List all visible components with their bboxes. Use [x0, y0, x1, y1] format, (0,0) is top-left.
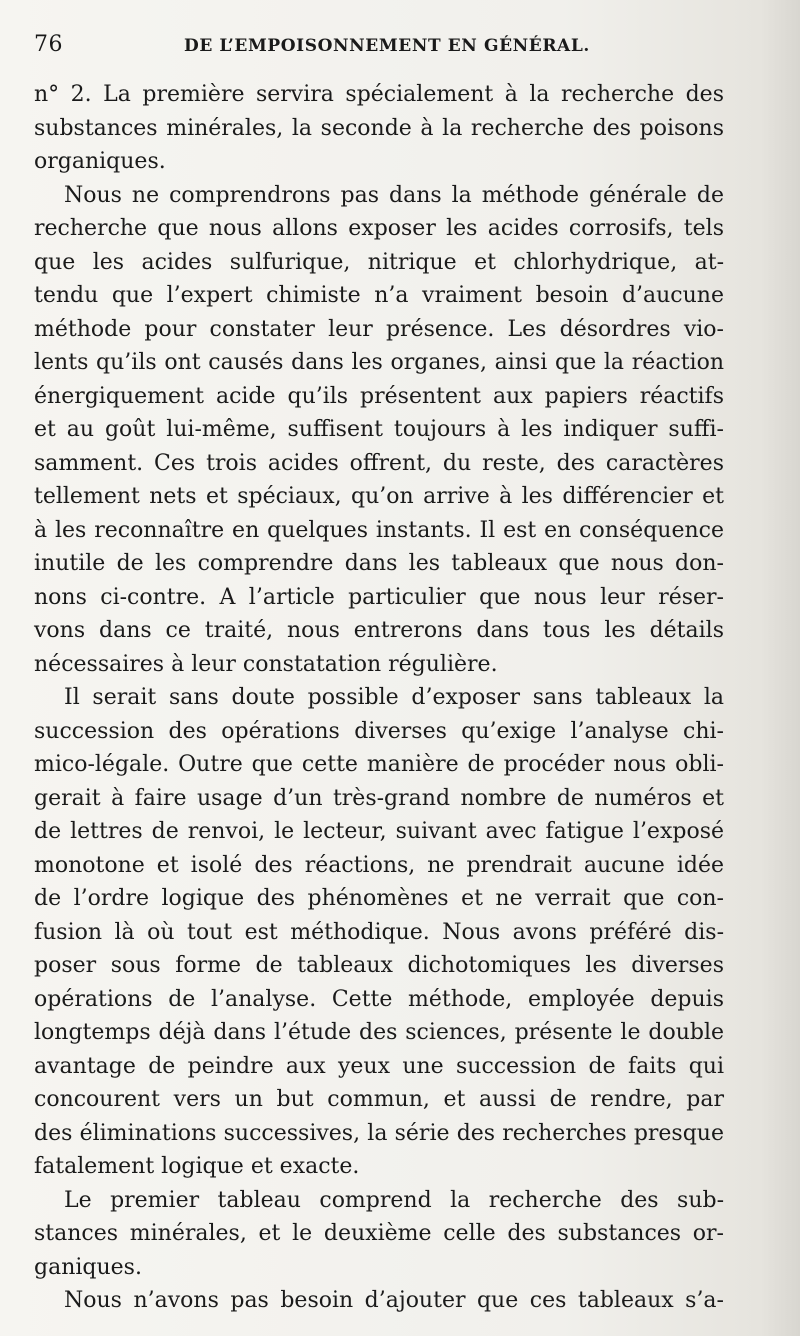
text-line: poser sous forme de tableaux dichotomiques les diverses: [34, 953, 724, 978]
text-line: énergiquement acide qu’ils présentent aux papiers réactifs: [34, 383, 724, 409]
text-line: fatalement logique et exacte.: [34, 1154, 360, 1179]
text-line: substances minérales, la seconde à la recherche des poisons: [34, 115, 724, 141]
page-number: 76: [34, 32, 63, 57]
text-line: opérations de l’analyse. Cette méthode, employée depuis: [34, 986, 724, 1012]
text-line: et au goût lui-même, suffisent toujours à les indiquer suffi-: [34, 417, 724, 442]
text-line: nons ci-contre. A l’article particulier que nous leur réser-: [34, 584, 724, 610]
text-line: monotone et isolé des réactions, ne prendrait aucune idée: [34, 852, 724, 878]
text-line: de l’ordre logique des phénomènes et ne verrait que con-: [34, 886, 724, 911]
text-line: n° 2. La première servira spécialement à la recherche des: [34, 82, 724, 107]
text-line: lents qu’ils ont causés dans les organes, ainsi que la réaction: [34, 350, 724, 375]
running-head: DE L’EMPOISONNEMENT EN GÉNÉRAL.: [184, 36, 590, 56]
text-line: succession des opérations diverses qu’exige l’analyse chi-: [34, 718, 724, 744]
text-line: organiques.: [34, 149, 166, 174]
text-line: Le premier tableau comprend la recherche des sub-: [64, 1187, 724, 1213]
text-line: ganiques.: [34, 1254, 142, 1280]
text-line: fusion là où tout est méthodique. Nous avons préféré dis-: [34, 919, 724, 945]
text-line: tendu que l’expert chimiste n’a vraiment besoin d’aucune: [34, 283, 724, 308]
body-text: [34, 78, 724, 1318]
text-line: mico-légale. Outre que cette manière de procéder nous obli-: [34, 752, 724, 777]
text-line: de lettres de renvoi, le lecteur, suivant avec fatigue l’exposé: [34, 819, 724, 844]
text-line: recherche que nous allons exposer les acides corrosifs, tels: [34, 216, 724, 241]
text-line: méthode pour constater leur présence. Les désordres vio-: [34, 316, 724, 342]
text-line: concourent vers un but commun, et aussi de rendre, par: [34, 1087, 724, 1112]
text-line: Il serait sans doute possible d’exposer sans tableaux la: [64, 685, 724, 710]
text-line: vons dans ce traité, nous entrerons dans tous les détails: [34, 618, 724, 643]
text-line: tellement nets et spéciaux, qu’on arrive à les différencier et: [34, 484, 724, 509]
text-line: gerait à faire usage d’un très-grand nombre de numéros et: [34, 785, 724, 811]
text-line: Nous n’avons pas besoin d’ajouter que ces tableaux s’a-: [64, 1288, 724, 1313]
text-line: inutile de les comprendre dans les tableaux que nous don-: [34, 551, 724, 576]
text-line: avantage de peindre aux yeux une succession de faits qui: [34, 1053, 724, 1079]
text-line: longtemps déjà dans l’étude des sciences, présente le double: [34, 1020, 724, 1045]
text-line: samment. Ces trois acides offrent, du reste, des caractères: [34, 450, 724, 476]
text-line: à les reconnaître en quelques instants. Il est en conséquence: [34, 517, 724, 543]
text-line: que les acides sulfurique, nitrique et chlorhydrique, at-: [34, 249, 724, 275]
text-line: des éliminations successives, la série des recherches presque: [34, 1120, 724, 1146]
page-header: [34, 32, 774, 66]
text-line: Nous ne comprendrons pas dans la méthode générale de: [64, 182, 724, 208]
text-line: stances minérales, et le deuxième celle des substances or-: [34, 1221, 724, 1246]
text-line: nécessaires à leur constatation régulière.: [34, 651, 498, 677]
